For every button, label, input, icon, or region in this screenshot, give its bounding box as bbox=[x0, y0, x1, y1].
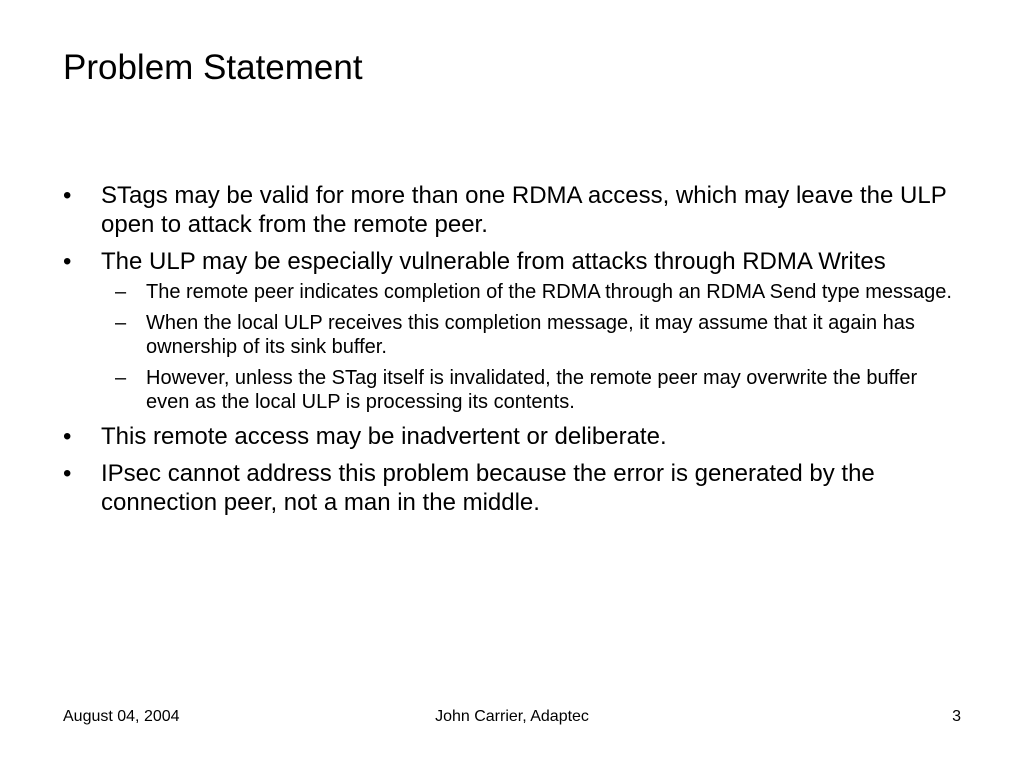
slide-title: Problem Statement bbox=[63, 48, 363, 87]
dash-marker: – bbox=[115, 312, 127, 334]
bullet-text: STags may be valid for more than one RDMA access, which may leave the ULP open to attack from the remote peer. bbox=[101, 182, 947, 238]
sub-bullet-item bbox=[63, 311, 963, 359]
bullet-text: This remote access may be inadvertent or deliberate. bbox=[101, 423, 667, 450]
sub-bullet-text: However, unless the STag itself is invalidated, the remote peer may overwrite the buffer even as the local ULP is processing its contents. bbox=[146, 367, 918, 413]
dash-marker: – bbox=[115, 367, 127, 389]
sub-bullet-list bbox=[63, 280, 963, 414]
bullet-marker: • bbox=[63, 423, 72, 450]
bullet-item bbox=[63, 247, 963, 414]
sub-bullet-item bbox=[63, 366, 963, 414]
bullet-text: IPsec cannot address this problem because the error is generated by the connection peer, not a man in the middle. bbox=[101, 460, 875, 516]
bullet-marker: • bbox=[63, 460, 72, 487]
bullet-item bbox=[63, 459, 963, 517]
bullet-marker: • bbox=[63, 248, 72, 275]
dash-marker: – bbox=[115, 281, 127, 303]
bullet-text: The ULP may be especially vulnerable from attacks through RDMA Writes bbox=[101, 248, 886, 275]
sub-bullet-text: The remote peer indicates completion of the RDMA through an RDMA Send type message. bbox=[146, 281, 952, 303]
footer-author: John Carrier, Adaptec bbox=[435, 708, 589, 725]
bullet-item bbox=[63, 181, 963, 239]
slide-body bbox=[63, 181, 963, 525]
sub-bullet-text: When the local ULP receives this completion message, it may assume that it again has ownership of its sink buffer. bbox=[146, 312, 915, 358]
bullet-marker: • bbox=[63, 182, 72, 209]
bullet-item bbox=[63, 422, 963, 451]
sub-bullet-item bbox=[63, 280, 963, 304]
footer-date: August 04, 2004 bbox=[63, 708, 180, 725]
footer-page-number: 3 bbox=[952, 708, 961, 725]
